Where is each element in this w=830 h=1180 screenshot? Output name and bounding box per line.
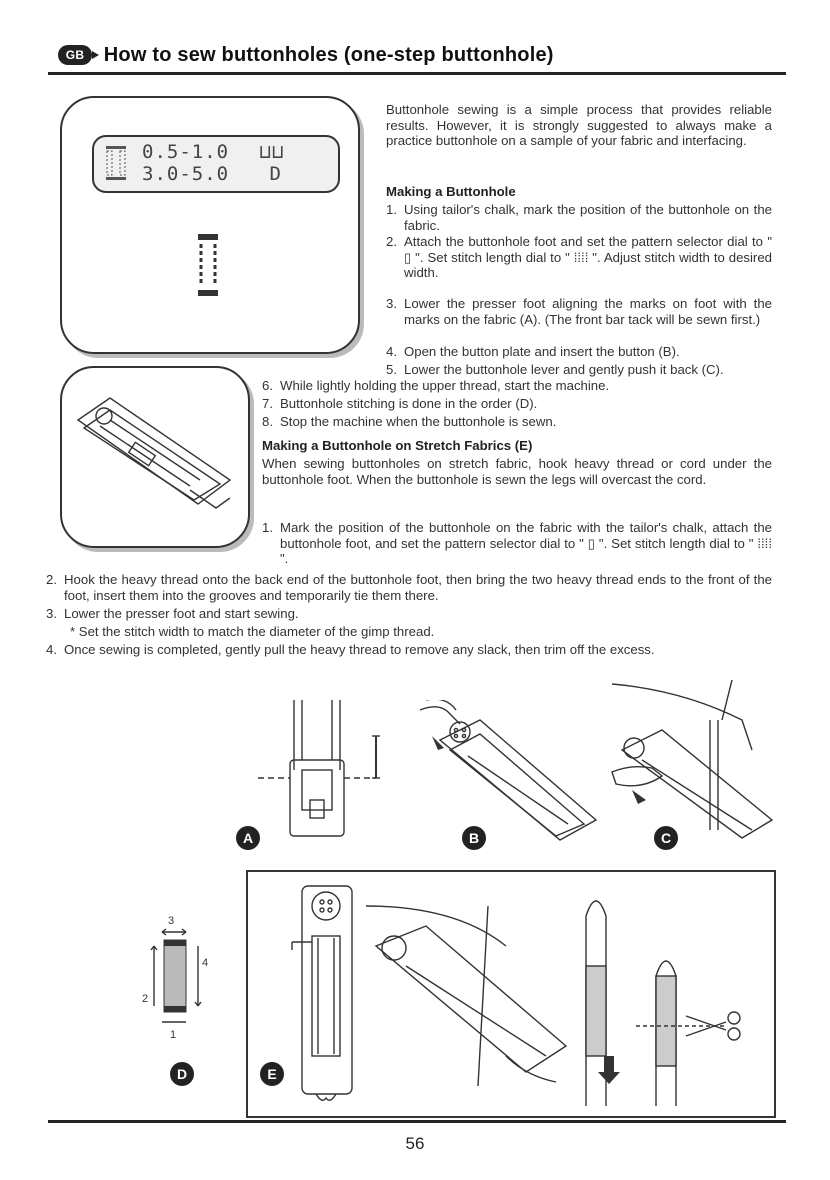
page-title-text: How to sew buttonholes (one-step buttonhole) <box>103 44 554 66</box>
header-rule <box>48 72 786 75</box>
figure-c-illustration <box>592 680 778 842</box>
section-heading-stretch-fabrics: Making a Buttonhole on Stretch Fabrics (E) <box>262 438 533 453</box>
order-label-1: 1 <box>170 1029 177 1041</box>
lcd-display <box>92 135 340 193</box>
lcd-width-range: 0.5-1.0 <box>142 141 230 163</box>
figure-label-c: C <box>654 826 678 850</box>
step-item: 5. Lower the buttonhole lever and gently push it back (C). <box>386 362 724 377</box>
buttonhole-pattern-icon <box>104 145 128 181</box>
page-number: 56 <box>405 1134 425 1153</box>
stitch-width-note: * Set the stitch width to match the diameter of the gimp thread. <box>70 624 435 639</box>
step-item: 7. Buttonhole stitching is done in the order (D). <box>262 396 538 411</box>
figure-label-a: A <box>236 826 260 850</box>
figure-d-order-diagram <box>136 910 226 1050</box>
buttonhole-stitch-icon <box>196 232 220 298</box>
lcd-length-range: 3.0-5.0 <box>142 163 230 185</box>
page-title <box>58 44 554 67</box>
lcd-length-symbol: D <box>269 163 282 185</box>
step-item: 6. While lightly holding the upper thread, start the machine. <box>262 378 610 393</box>
step-item: 2. Hook the heavy thread onto the back end of the buttonhole foot, then bring the two heavy thread ends to the front of the foot, insert them into the grooves and temporarily tie them there. <box>46 572 772 603</box>
step-item: 2. Attach the buttonhole foot and set the pattern selector dial to " ▯ ". Set stitch length dial to " ⁞⁞⁞⁞ ". Adjust stitch width to desired width. <box>386 234 772 280</box>
lcd-width-symbol: ⊔⊔ <box>259 141 285 163</box>
language-badge: GB <box>58 45 92 65</box>
order-label-4: 4 <box>202 957 209 969</box>
step-item: 8. Stop the machine when the buttonhole is sewn. <box>262 414 557 429</box>
step-item: 3. Lower the presser foot aligning the marks on foot with the marks on the fabric (A). (The front bar tack will be sewn first.) <box>386 296 772 327</box>
step-item: 4. Once sewing is completed, gently pull the heavy thread to remove any slack, then trim off the excess. <box>46 642 655 657</box>
figure-label-e: E <box>260 1062 284 1086</box>
stretch-intro-paragraph: When sewing buttonholes on stretch fabric, hook heavy thread or cord under the buttonhole foot. When the buttonhole is sewn the legs will overcast the cord. <box>262 456 772 487</box>
intro-paragraph: Buttonhole sewing is a simple process that provides reliable results. However, it is strongly suggested to always make a practice buttonhole on a sample of your fabric and interfacing. <box>386 102 772 148</box>
step-item: 3. Lower the presser foot and start sewing. <box>46 606 299 621</box>
figure-label-d: D <box>170 1062 194 1086</box>
step-item: 1. Using tailor's chalk, mark the position of the buttonhole on the fabric. <box>386 202 772 233</box>
figure-a-illustration <box>254 700 394 842</box>
footer-rule <box>48 1120 786 1123</box>
order-label-3: 3 <box>168 915 175 927</box>
figure-label-b: B <box>462 826 486 850</box>
step-item: 4. Open the button plate and insert the button (B). <box>386 344 680 359</box>
order-label-2: 2 <box>142 993 149 1005</box>
section-heading-making-buttonhole: Making a Buttonhole <box>386 184 516 199</box>
buttonhole-foot-illustration <box>70 380 240 530</box>
figure-e-illustration <box>256 876 766 1108</box>
step-item: 1. Mark the position of the buttonhole on the fabric with the tailor's chalk, attach the buttonhole foot, and set the pattern selector dial to " ▯ ". Set stitch length dial to " ⁞⁞⁞⁞ ". <box>262 520 772 566</box>
figure-b-illustration <box>420 700 600 842</box>
